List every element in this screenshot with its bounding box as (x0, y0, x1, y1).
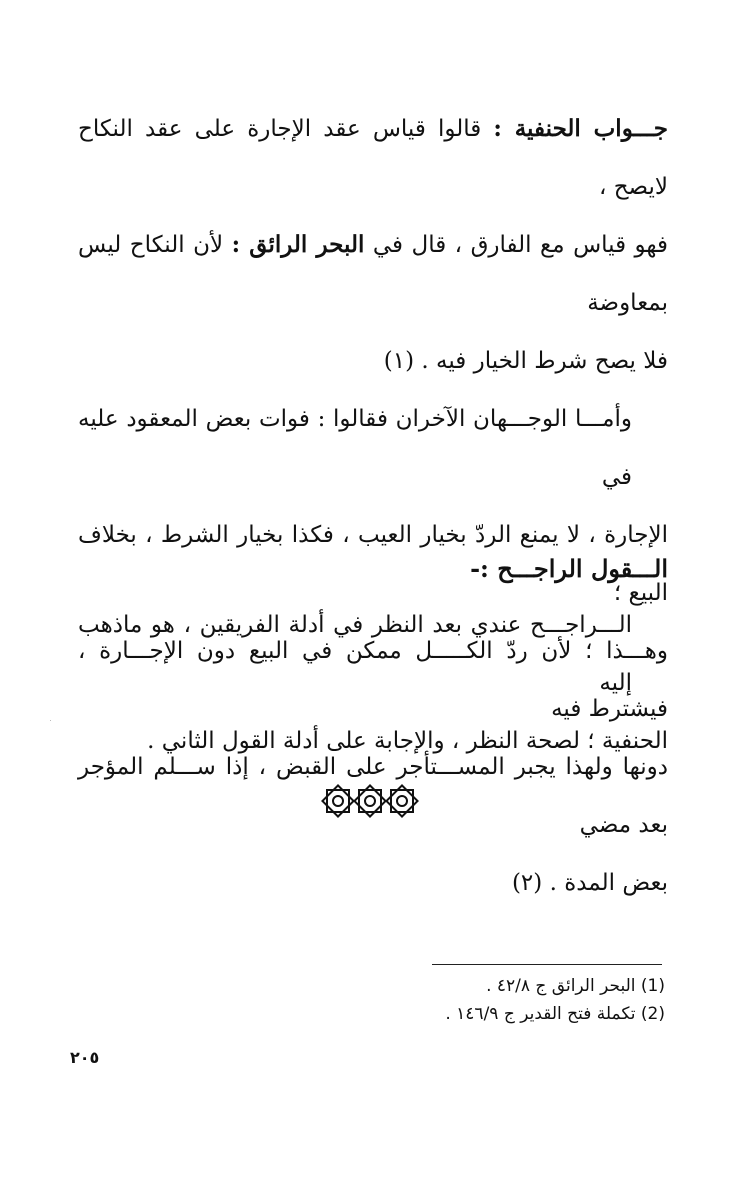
other-two-line-1: وأمـــا الوجـــهان الآخران فقالوا : فوات بعض المعقود عليه في (78, 406, 632, 490)
star-ornament-icon (320, 782, 420, 820)
hanafi-reply-text-2-pre: فهو قياس مع الفارق ، قال في (372, 232, 669, 258)
other-two-line-2: الإجارة ، لا يمنع الردّ بخيار العيب ، فكذا بخيار الشرط ، بخلاف البيع ؛ (78, 522, 668, 606)
other-two-line-5: بعض المدة . (٢) (511, 870, 668, 896)
hanafi-reply-line-2 (78, 216, 668, 332)
margin-dot (50, 720, 51, 721)
other-two-line-4: دونها ولهذا يجبر المســـتأجر على القبض ، إذا ســـلم المؤجر بعد مضي (78, 754, 668, 838)
hanafi-reply-line-3: فلا يصح شرط الخيار فيه . (١) (383, 348, 668, 374)
preferred-line-1: الـــراجـــح عندي بعد النظر في أدلة الفريقين ، هو ماذهب إليه (78, 612, 632, 696)
preferred-opinion-text (78, 596, 668, 770)
footnote-2: (2) تكملة فتح القدير ج ١٤٦/٩ . (445, 1004, 665, 1024)
footnote-1: (1) البحر الرائق ج ٤٢/٨ . (486, 976, 665, 996)
hanafi-reply-label: جـــواب الحنفية : (493, 115, 669, 142)
other-two-line-3: وهـــذا ؛ لأن ردّ الكـــــل ممكن في البيع دون الإجـــارة ، فيشترط فيه (78, 638, 668, 722)
hanafi-reply-source: البحر الرائق : (231, 231, 365, 258)
hanafi-reply-text-1: قالوا قياس عقد الإجارة على عقد النكاح لايصح ، (78, 116, 668, 200)
hanafi-reply-line-1 (78, 100, 668, 216)
preferred-line-2: الحنفية ؛ لصحة النظر ، والإجابة على أدلة القول الثاني . (147, 728, 668, 754)
page-number: ٢٠٥ (70, 1048, 100, 1067)
footnote-divider (432, 964, 662, 965)
footnotes (380, 972, 665, 1028)
hanafi-reply-text-2-post: لأن النكاح ليس بمعاوضة (78, 232, 668, 316)
preferred-opinion-heading: الـــقول الراجـــح :- (470, 554, 668, 583)
